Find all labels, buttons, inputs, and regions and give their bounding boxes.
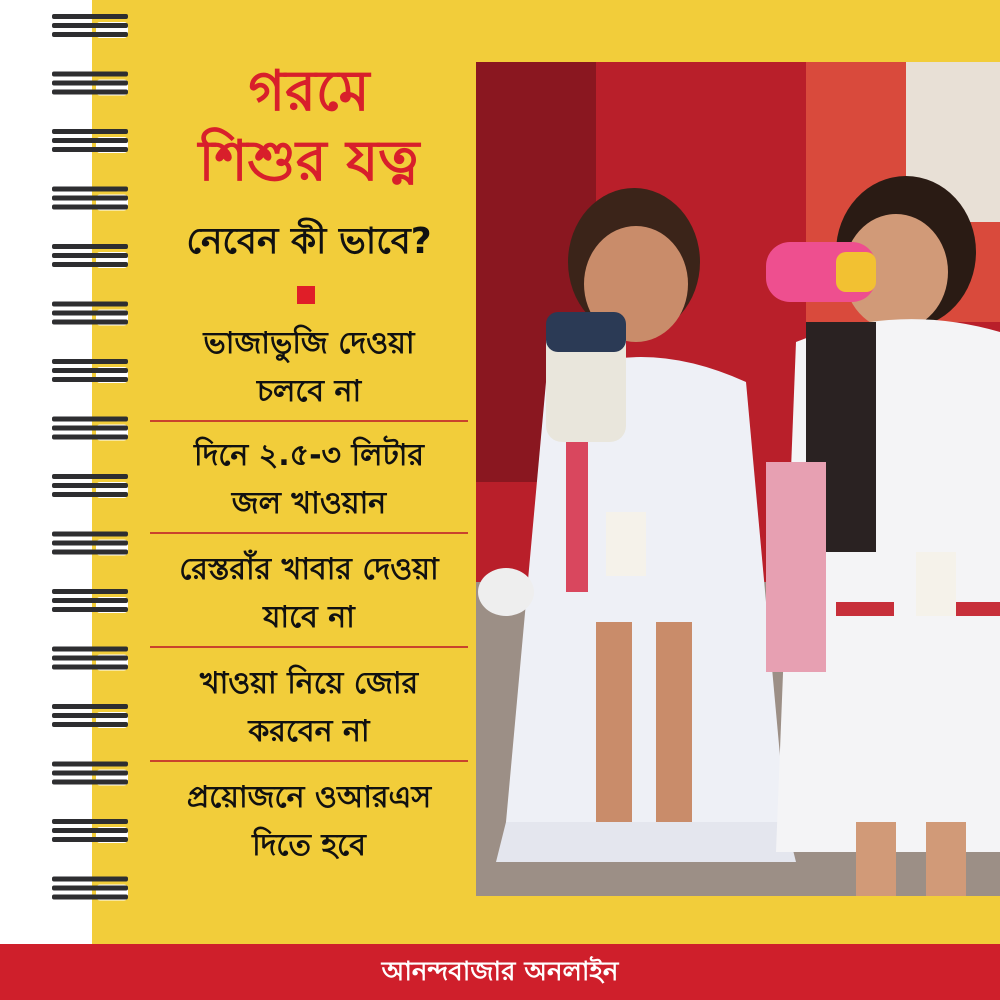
subtitle: নেবেন কী ভাবে? bbox=[186, 221, 432, 262]
spiral-coil bbox=[52, 877, 128, 901]
spiral-binding bbox=[0, 0, 160, 944]
spiral-coil bbox=[52, 187, 128, 211]
spiral-coil bbox=[52, 302, 128, 326]
spiral-coil bbox=[52, 819, 128, 843]
brand-name: আনন্দবাজার অনলাইন bbox=[381, 957, 619, 987]
title-line-1: গরমে bbox=[248, 59, 370, 124]
spiral-coil bbox=[52, 359, 128, 383]
footer-bar bbox=[0, 944, 1000, 1000]
spiral-coil bbox=[52, 762, 128, 786]
tip-3-line-2: যাবে না bbox=[263, 600, 355, 635]
red-square-bullet bbox=[297, 286, 315, 304]
tips-panel bbox=[150, 40, 468, 920]
divider bbox=[150, 532, 468, 534]
spiral-coil bbox=[52, 244, 128, 268]
divider bbox=[150, 760, 468, 762]
tip-3-line-1: রেস্তরাঁর খাবার দেওয়া bbox=[179, 552, 439, 587]
tip-2-line-1: দিনে ২.৫-৩ লিটার bbox=[193, 438, 424, 473]
spiral-coil bbox=[52, 417, 128, 441]
tip-4-line-2: করবেন না bbox=[248, 714, 370, 749]
tip-5-line-2: দিতে হবে bbox=[252, 828, 366, 863]
tip-2-line-2: জল খাওয়ান bbox=[231, 486, 387, 521]
spiral-coil bbox=[52, 474, 128, 498]
spiral-coil bbox=[52, 532, 128, 556]
title-line-2: শিশুর যত্ন bbox=[198, 129, 420, 194]
tip-1-line-2: চলবে না bbox=[256, 374, 362, 409]
spiral-coil bbox=[52, 129, 128, 153]
spiral-coil bbox=[52, 647, 128, 671]
spiral-coil bbox=[52, 704, 128, 728]
tip-4-line-1: খাওয়া নিয়ে জোর bbox=[199, 666, 419, 701]
spiral-coil bbox=[52, 589, 128, 613]
spiral-coil bbox=[52, 72, 128, 96]
children-drinking-water-photo bbox=[476, 62, 1000, 896]
spiral-coil bbox=[52, 14, 128, 38]
tip-5-line-1: প্রয়োজনে ওআরএস bbox=[186, 780, 432, 815]
tip-1-line-1: ভাজাভুজি দেওয়া bbox=[203, 326, 415, 361]
divider bbox=[150, 420, 468, 422]
divider bbox=[150, 646, 468, 648]
